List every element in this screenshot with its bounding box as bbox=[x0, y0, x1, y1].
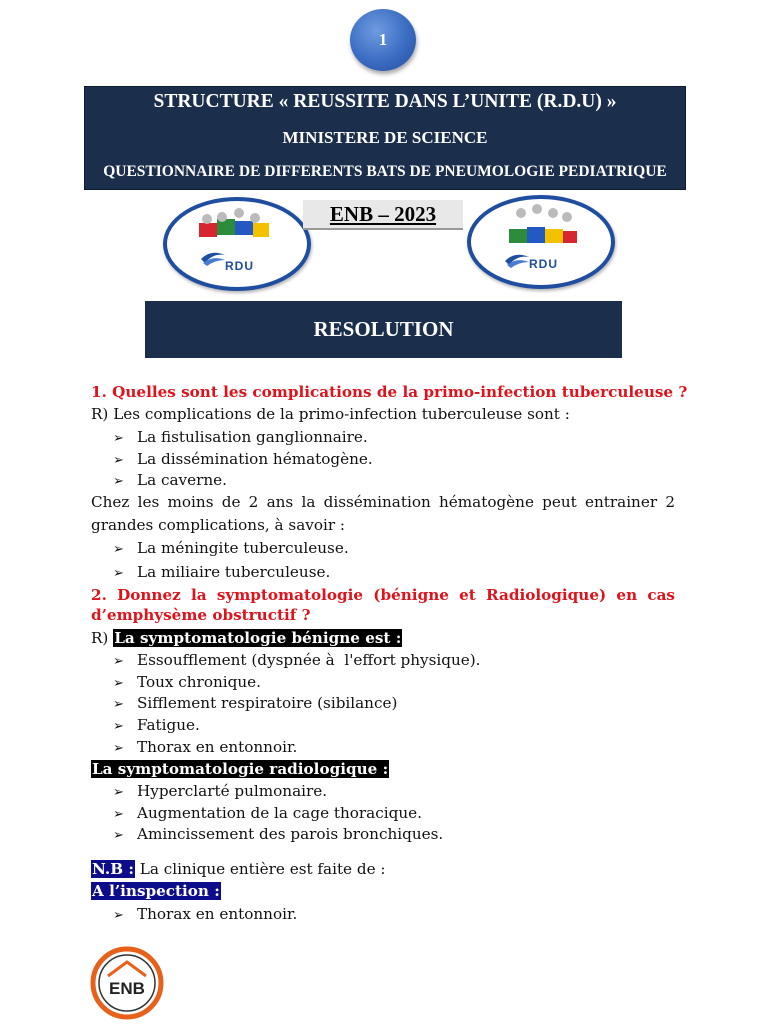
paragraph-line: Chez les moins de 2 ans la dissémination hématogène peut entrainer 2 bbox=[91, 493, 675, 511]
arrow-bullet-icon: ➢ bbox=[113, 474, 124, 489]
enb-year-title: ENB – 2023 bbox=[303, 200, 463, 230]
inspection-label: A l’inspection : bbox=[92, 882, 220, 900]
radio-label-line bbox=[91, 759, 389, 779]
header-banner bbox=[84, 86, 686, 190]
arrow-bullet-icon: ➢ bbox=[113, 453, 124, 468]
header-subtitle: QUESTIONNAIRE DE DIFFERENTS BATS DE PNEUMOLOGIE PEDIATRIQUE bbox=[103, 163, 667, 180]
arrow-bullet-icon: ➢ bbox=[113, 676, 124, 691]
list-item: ➢ Augmentation de la cage thoracique. bbox=[113, 803, 422, 825]
puzzle-people-icon bbox=[471, 199, 611, 285]
arrow-bullet-icon: ➢ bbox=[113, 654, 124, 669]
resolution-banner: RESOLUTION bbox=[145, 301, 622, 358]
list-item: ➢ La fistulisation ganglionnaire. bbox=[113, 427, 368, 449]
arrow-bullet-icon: ➢ bbox=[113, 828, 124, 843]
list-item: ➢ La méningite tuberculeuse. bbox=[113, 538, 349, 560]
question-2-line2: d’emphysème obstructif ? bbox=[91, 606, 311, 624]
arrow-bullet-icon: ➢ bbox=[113, 908, 124, 923]
arrow-bullet-icon: ➢ bbox=[113, 431, 124, 446]
question-2-line1: 2. Donnez la symptomatologie (bénigne et Radiologique) en cas bbox=[91, 586, 675, 604]
arrow-bullet-icon: ➢ bbox=[113, 785, 124, 800]
rdu-logo-left bbox=[163, 197, 311, 291]
arrow-bullet-icon: ➢ bbox=[113, 697, 124, 712]
page-number-badge: 1 bbox=[350, 9, 416, 71]
list-item: ➢ Thorax en entonnoir. bbox=[113, 737, 297, 759]
enb-logo-icon bbox=[88, 946, 166, 1020]
rdu-logo-right-text: RDU bbox=[529, 257, 558, 271]
list-item: ➢ Amincissement des parois bronchiques. bbox=[113, 824, 443, 846]
list-item: ➢ Toux chronique. bbox=[113, 672, 261, 694]
header-title: STRUCTURE « REUSSITE DANS L’UNITE (R.D.U) » bbox=[153, 91, 617, 112]
arrow-bullet-icon: ➢ bbox=[113, 542, 124, 557]
answer-1-intro: R) Les complications de la primo-infection tuberculeuse sont : bbox=[91, 405, 570, 423]
list-item: ➢ La caverne. bbox=[113, 470, 227, 492]
answer-2-intro: R) La symptomatologie bénigne est : bbox=[91, 629, 402, 647]
list-item: ➢ Essoufflement (dyspnée à l'effort physique). bbox=[113, 650, 481, 672]
rdu-logo-right bbox=[467, 195, 615, 289]
list-item: ➢ La dissémination hématogène. bbox=[113, 449, 373, 471]
list-item: ➢ Fatigue. bbox=[113, 715, 200, 737]
nb-label: N.B : bbox=[92, 860, 134, 878]
enb-footer-logo bbox=[88, 946, 166, 1020]
list-item: ➢ Sifflement respiratoire (sibilance) bbox=[113, 693, 397, 715]
arrow-bullet-icon: ➢ bbox=[113, 807, 124, 822]
enb-logo-text: ENB bbox=[109, 979, 145, 998]
inspection-line bbox=[91, 881, 221, 901]
radio-label: La symptomatologie radiologique : bbox=[92, 760, 389, 778]
paragraph-line: grandes complications, à savoir : bbox=[91, 516, 346, 534]
arrow-bullet-icon: ➢ bbox=[113, 741, 124, 756]
list-item: ➢ La miliaire tuberculeuse. bbox=[113, 562, 330, 584]
puzzle-people-icon bbox=[167, 201, 307, 287]
nb-line: N.B : La clinique entière est faite de : bbox=[92, 860, 386, 878]
header-ministry: MINISTERE DE SCIENCE bbox=[282, 128, 488, 147]
list-item: ➢ Hyperclarté pulmonaire. bbox=[113, 781, 327, 803]
arrow-bullet-icon: ➢ bbox=[113, 566, 124, 581]
question-1: 1. Quelles sont les complications de la primo-infection tuberculeuse ? bbox=[91, 383, 688, 401]
rdu-logo-left-text: RDU bbox=[225, 259, 254, 273]
benign-label: La symptomatologie bénigne est : bbox=[114, 629, 402, 647]
arrow-bullet-icon: ➢ bbox=[113, 719, 124, 734]
list-item: ➢ Thorax en entonnoir. bbox=[113, 904, 297, 926]
